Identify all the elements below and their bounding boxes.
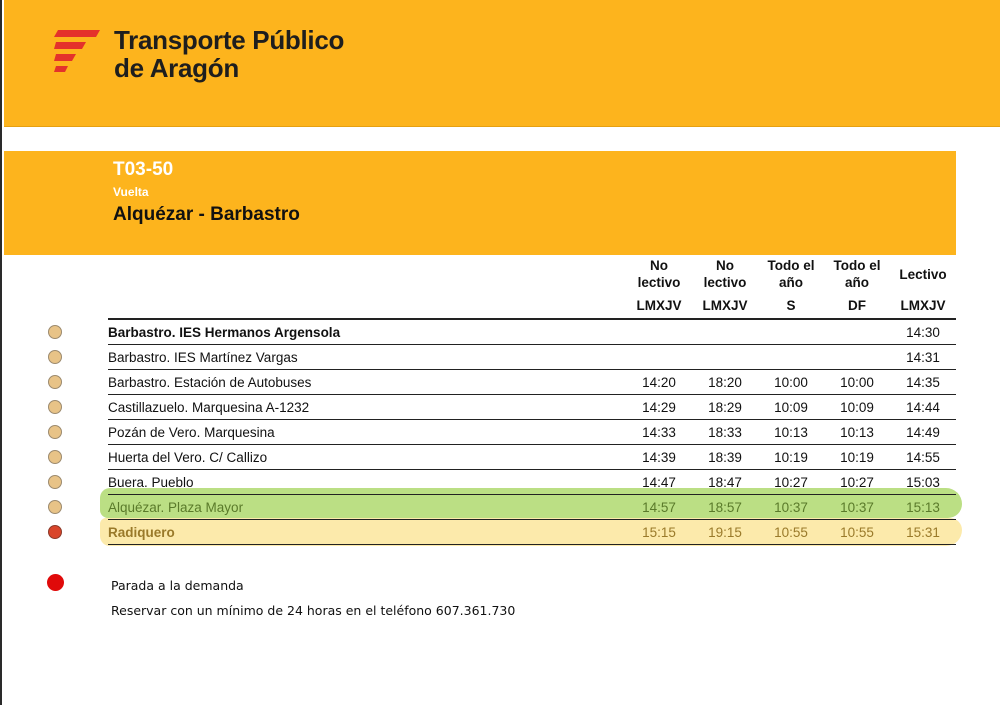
departure-time: 15:13 bbox=[890, 495, 956, 520]
header-banner bbox=[4, 0, 1000, 126]
header-days: LMXJV bbox=[890, 293, 956, 319]
timetable bbox=[108, 255, 956, 545]
departure-time: 14:47 bbox=[626, 470, 692, 495]
departure-time: 15:03 bbox=[890, 470, 956, 495]
stop-marker-icon bbox=[48, 375, 62, 389]
departure-time: 10:37 bbox=[824, 495, 890, 520]
departure-time: 10:55 bbox=[824, 520, 890, 545]
brand-line1: Transporte Público bbox=[114, 25, 345, 55]
departure-time: 10:09 bbox=[824, 395, 890, 420]
stop-marker-icon bbox=[48, 500, 62, 514]
stop-marker-icon bbox=[48, 400, 62, 414]
departure-time: 10:19 bbox=[758, 445, 824, 470]
route-code: T03-50 bbox=[113, 159, 174, 180]
aragon-flag-logo-icon bbox=[54, 28, 102, 72]
departure-time: 10:19 bbox=[824, 445, 890, 470]
departure-time bbox=[758, 319, 824, 345]
header-days: LMXJV bbox=[692, 293, 758, 319]
stop-name: Barbastro. IES Martínez Vargas bbox=[108, 345, 626, 370]
stop-name: Barbastro. Estación de Autobuses bbox=[108, 370, 626, 395]
departure-time: 10:00 bbox=[758, 370, 824, 395]
table-row bbox=[108, 520, 956, 545]
header-blank bbox=[108, 255, 626, 293]
header-service: Todo el año bbox=[767, 258, 815, 290]
departure-time: 19:15 bbox=[692, 520, 758, 545]
stop-name: Huerta del Vero. C/ Callizo bbox=[108, 445, 626, 470]
departure-time: 14:44 bbox=[890, 395, 956, 420]
legend-booking: Reservar con un mínimo de 24 horas en el teléfono 607.361.730 bbox=[111, 603, 516, 618]
header-service: Lectivo bbox=[899, 266, 947, 282]
departure-time: 14:31 bbox=[890, 345, 956, 370]
departure-time: 14:35 bbox=[890, 370, 956, 395]
departure-time: 14:33 bbox=[626, 420, 692, 445]
stop-marker-icon bbox=[48, 525, 62, 539]
header-days: DF bbox=[824, 293, 890, 319]
departure-time bbox=[824, 345, 890, 370]
departure-time: 14:39 bbox=[626, 445, 692, 470]
departure-time: 14:20 bbox=[626, 370, 692, 395]
stop-name: Radiquero bbox=[108, 520, 626, 545]
stop-marker-icon bbox=[48, 450, 62, 464]
table-row bbox=[108, 395, 956, 420]
stop-marker-icon bbox=[48, 350, 62, 364]
departure-time bbox=[824, 319, 890, 345]
departure-time: 10:09 bbox=[758, 395, 824, 420]
departure-time: 10:37 bbox=[758, 495, 824, 520]
departure-time bbox=[626, 345, 692, 370]
departure-time: 18:57 bbox=[692, 495, 758, 520]
departure-time bbox=[692, 345, 758, 370]
departure-time: 10:13 bbox=[758, 420, 824, 445]
header-blank bbox=[108, 293, 626, 319]
table-row bbox=[108, 420, 956, 445]
departure-time: 18:33 bbox=[692, 420, 758, 445]
departure-time: 10:00 bbox=[824, 370, 890, 395]
on-demand-dot-icon bbox=[47, 574, 64, 591]
header-days: S bbox=[758, 293, 824, 319]
departure-time: 10:55 bbox=[758, 520, 824, 545]
departure-time bbox=[626, 319, 692, 345]
table-row bbox=[108, 470, 956, 495]
table-row bbox=[108, 319, 956, 345]
route-banner bbox=[4, 151, 956, 255]
departure-time: 18:29 bbox=[692, 395, 758, 420]
stop-marker-icon bbox=[48, 325, 62, 339]
departure-time bbox=[692, 319, 758, 345]
departure-time bbox=[758, 345, 824, 370]
table-row bbox=[108, 370, 956, 395]
header-days: LMXJV bbox=[626, 293, 692, 319]
brand-name bbox=[114, 26, 344, 82]
departure-time: 10:13 bbox=[824, 420, 890, 445]
departure-time: 15:15 bbox=[626, 520, 692, 545]
table-row bbox=[108, 495, 956, 520]
departure-time: 18:39 bbox=[692, 445, 758, 470]
table-row bbox=[108, 445, 956, 470]
departure-time: 14:30 bbox=[890, 319, 956, 345]
legend-on-demand: Parada a la demanda bbox=[111, 578, 244, 593]
departure-time: 15:31 bbox=[890, 520, 956, 545]
stop-marker-icon bbox=[48, 475, 62, 489]
stop-name: Barbastro. IES Hermanos Argensola bbox=[108, 319, 626, 345]
departure-time: 14:29 bbox=[626, 395, 692, 420]
table-row bbox=[108, 345, 956, 370]
route-name: Alquézar - Barbastro bbox=[113, 204, 300, 225]
header-service: Todo el año bbox=[833, 258, 881, 290]
departure-time: 10:27 bbox=[758, 470, 824, 495]
header-service: No lectivo bbox=[703, 258, 747, 290]
page-edge bbox=[0, 0, 2, 705]
departure-time: 18:20 bbox=[692, 370, 758, 395]
departure-time: 14:49 bbox=[890, 420, 956, 445]
stop-marker-icon bbox=[48, 425, 62, 439]
departure-time: 10:27 bbox=[824, 470, 890, 495]
stop-name: Buera. Pueblo bbox=[108, 470, 626, 495]
route-direction: Vuelta bbox=[113, 185, 149, 199]
stop-name: Castillazuelo. Marquesina A-1232 bbox=[108, 395, 626, 420]
stop-name: Alquézar. Plaza Mayor bbox=[108, 495, 626, 520]
departure-time: 14:55 bbox=[890, 445, 956, 470]
brand-line2: de Aragón bbox=[114, 53, 239, 83]
header-service: No lectivo bbox=[637, 258, 681, 290]
departure-time: 14:57 bbox=[626, 495, 692, 520]
stop-name: Pozán de Vero. Marquesina bbox=[108, 420, 626, 445]
departure-time: 18:47 bbox=[692, 470, 758, 495]
